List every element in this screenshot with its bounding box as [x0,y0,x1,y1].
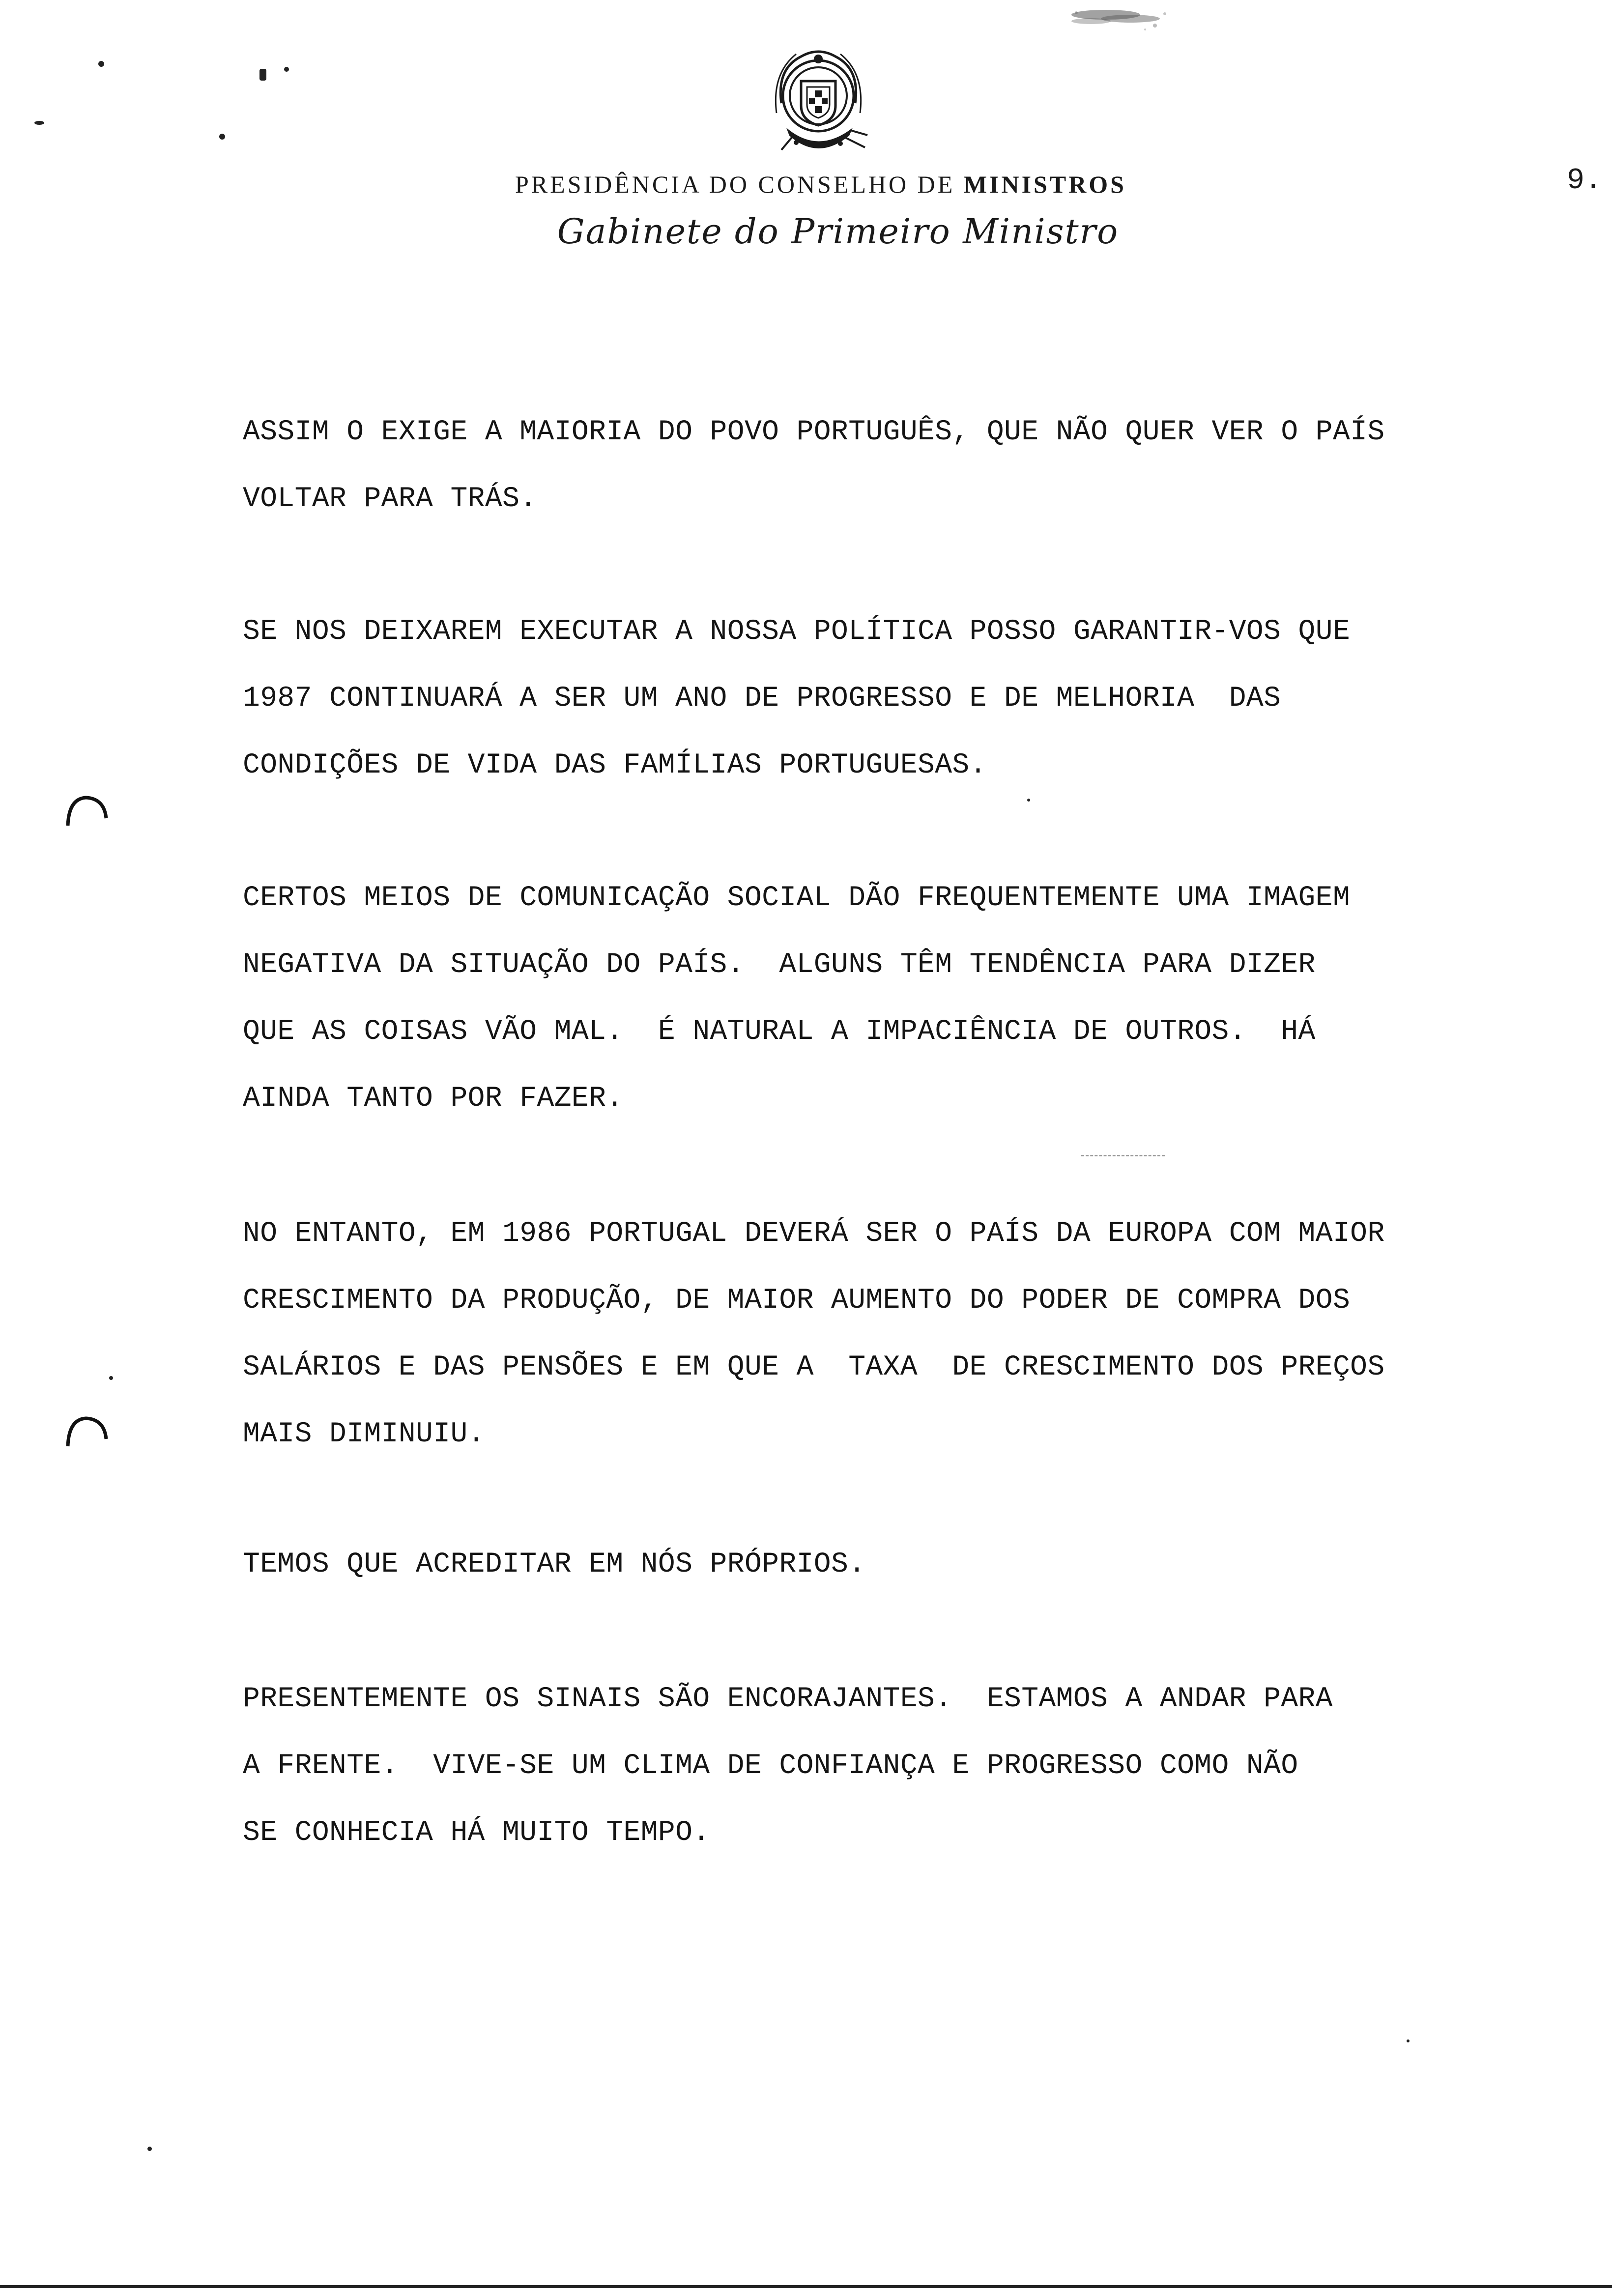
text-line: CONDIÇÕES DE VIDA DAS FAMÍLIAS PORTUGUESAS. [243,749,987,781]
header-subtitle [0,211,1612,252]
text-line: SE CONHECIA HÁ MUITO TEMPO. [243,1817,710,1849]
paragraph-2 [243,599,1570,799]
ink-stain [1047,4,1189,33]
header-title-part2: MINISTROS [963,171,1126,198]
page-number: 9. [1567,164,1603,198]
text-line: SALÁRIOS E DAS PENSÕES E EM QUE A TAXA DE CRESCIMENTO DOS PREÇOS [243,1351,1385,1383]
paragraph-1 [243,399,1570,533]
speck [259,69,266,81]
text-line: ASSIM O EXIGE A MAIORIA DO POVO PORTUGUÊS, QUE NÃO QUER VER O PAÍS [243,416,1385,448]
paragraph-4 [243,1201,1570,1468]
faint-mark [1081,1155,1165,1158]
text-line: NEGATIVA DA SITUAÇÃO DO PAÍS. ALGUNS TÊM TENDÊNCIA PARA DIZER [243,949,1316,981]
text-line: CRESCIMENTO DA PRODUÇÃO, DE MAIOR AUMENTO DO PODER DE COMPRA DOS [243,1285,1351,1317]
speck [219,134,225,140]
speck [284,67,289,72]
bottom-edge-line [0,2285,1612,2288]
text-line: A FRENTE. VIVE-SE UM CLIMA DE CONFIANÇA E PROGRESSO COMO NÃO [243,1750,1298,1782]
header-title [0,170,1612,199]
text-line: CERTOS MEIOS DE COMUNICAÇÃO SOCIAL DÃO FREQUENTEMENTE UMA IMAGEM [243,882,1351,914]
text-line: TEMOS QUE ACREDITAR EM NÓS PRÓPRIOS. [243,1549,866,1580]
speck [109,1376,113,1380]
header-title-part1: PRESIDÊNCIA DO CONSELHO DE [515,171,955,198]
text-line: VOLTAR PARA TRÁS. [243,483,537,515]
text-line: MAIS DIMINUIU. [243,1418,485,1450]
text-line: PRESENTEMENTE OS SINAIS SÃO ENCORAJANTES. ESTAMOS A ANDAR PARA [243,1683,1333,1715]
paragraph-5 [243,1531,1570,1598]
text-line: 1987 CONTINUARÁ A SER UM ANO DE PROGRESSO E DE MELHORIA DAS [243,683,1281,715]
speck [147,2147,152,2151]
speck [1407,2039,1410,2042]
text-line: AINDA TANTO POR FAZER. [243,1083,624,1115]
text-line: NO ENTANTO, EM 1986 PORTUGAL DEVERÁ SER O PAÍS DA EUROPA COM MAIOR [243,1218,1385,1250]
speck [34,121,44,125]
text-line: QUE AS COISAS VÃO MAL. É NATURAL A IMPACIÊNCIA DE OUTROS. HÁ [243,1016,1316,1048]
text-line: SE NOS DEIXAREM EXECUTAR A NOSSA POLÍTICA POSSO GARANTIR-VOS QUE [243,616,1351,648]
header-subtitle-part2: Ministro [963,211,1119,252]
speck [98,61,104,67]
header-subtitle-part1: Gabinete do Primeiro [557,211,951,252]
speck [1027,799,1030,802]
paragraph-3 [243,865,1570,1132]
coat-of-arms-seal [767,39,870,162]
paragraph-6 [243,1666,1570,1866]
punch-hole-mark [64,789,108,833]
punch-hole-mark [64,1409,108,1454]
